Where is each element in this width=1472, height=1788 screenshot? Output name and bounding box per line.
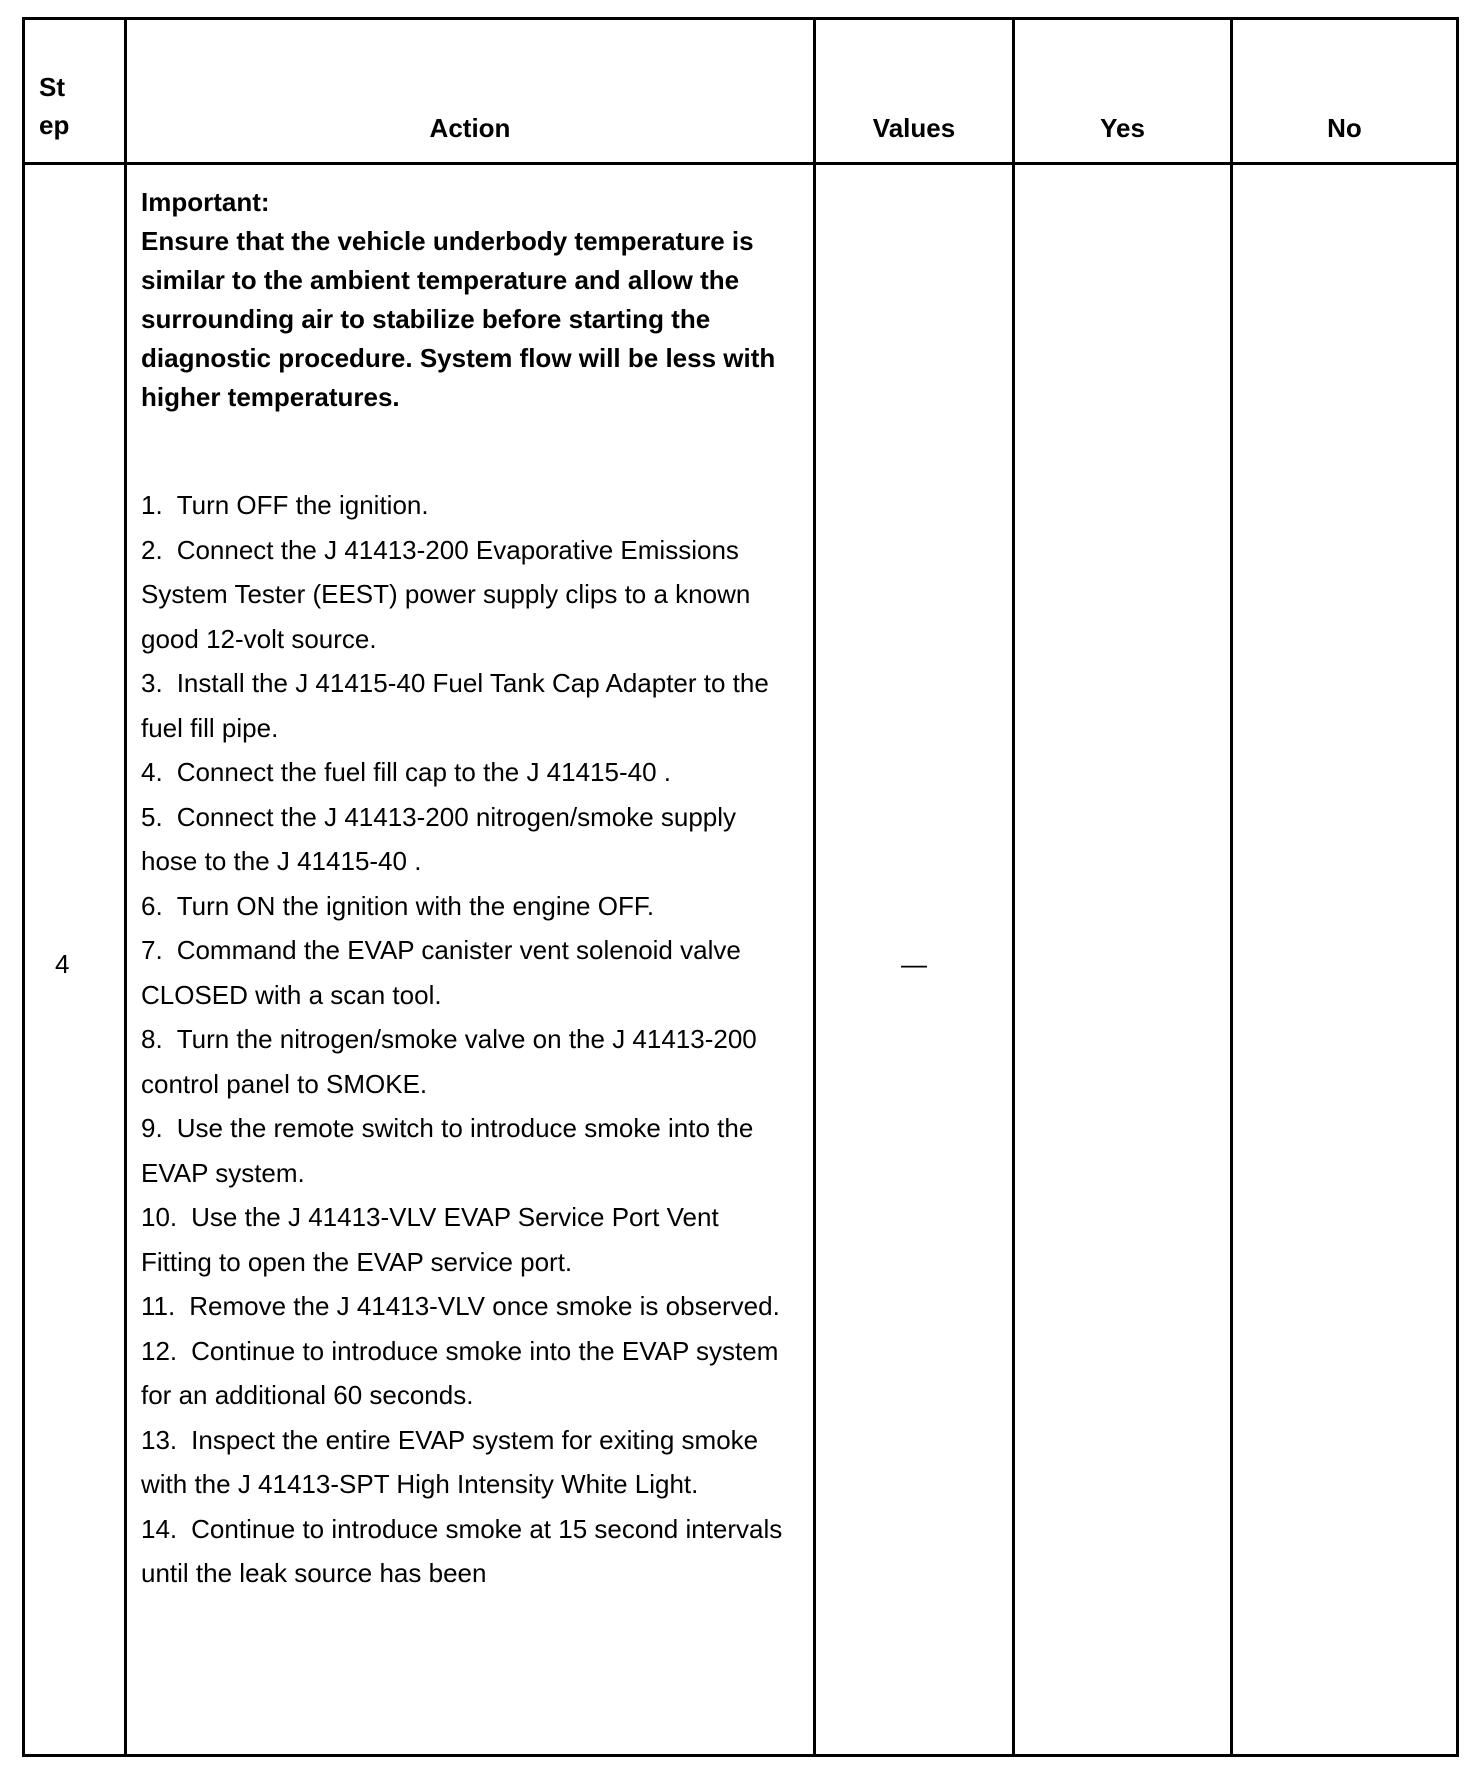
step-text: Use the remote switch to introduce smoke into the EVAP system.	[141, 1113, 754, 1188]
procedure-step	[141, 661, 793, 750]
step-text: Command the EVAP canister vent solenoid valve CLOSED with a scan tool.	[141, 935, 741, 1010]
step-index: 1.	[141, 490, 163, 520]
step-text: Use the J 41413-VLV EVAP Service Port Vent Fitting to open the EVAP service port.	[141, 1202, 719, 1277]
step-index: 3.	[141, 668, 163, 698]
table-row	[24, 164, 1458, 1756]
header-action: Action	[126, 19, 815, 164]
values-cell: —	[815, 164, 1014, 1756]
header-step-line2: ep	[39, 110, 70, 140]
step-text: Remove the J 41413-VLV once smoke is observed.	[189, 1291, 780, 1321]
procedure-step	[141, 528, 793, 662]
header-step-line1: St	[39, 72, 65, 102]
action-cell	[126, 164, 815, 1756]
step-text: Turn OFF the ignition.	[176, 490, 429, 520]
step-text: Install the J 41415-40 Fuel Tank Cap Adapter to the fuel fill pipe.	[141, 668, 769, 743]
step-text: Continue to introduce smoke into the EVAP system for an additional 60 seconds.	[141, 1335, 779, 1410]
procedure-step	[141, 1507, 793, 1596]
procedure-step	[141, 1418, 793, 1507]
step-text: Turn ON the ignition with the engine OFF.	[176, 890, 655, 921]
step-text: Continue to introduce smoke at 15 second intervals until the leak source has been	[141, 1513, 783, 1588]
step-index: 5.	[141, 801, 163, 832]
procedure-steps	[141, 483, 793, 1596]
important-label: Important:	[141, 187, 270, 217]
header-row	[24, 19, 1458, 164]
procedure-step	[141, 884, 793, 929]
diagnostic-table	[22, 17, 1459, 1757]
step-index: 8.	[141, 1024, 163, 1054]
yes-cell	[1014, 164, 1232, 1756]
step-index: 4.	[141, 757, 163, 787]
procedure-step	[141, 795, 793, 884]
no-cell	[1232, 164, 1458, 1756]
step-index: 2.	[141, 534, 163, 565]
step-text: Turn the nitrogen/smoke valve on the J 41413-200 control panel to SMOKE.	[141, 1024, 757, 1099]
procedure-step	[141, 928, 793, 1017]
header-step	[24, 19, 126, 164]
procedure-step	[141, 1329, 793, 1418]
step-index: 6.	[141, 890, 163, 921]
step-index: 7.	[141, 935, 163, 965]
step-index: 14.	[141, 1513, 178, 1544]
header-yes: Yes	[1014, 19, 1232, 164]
procedure-step	[141, 750, 793, 795]
procedure-step	[141, 1284, 793, 1329]
step-index: 9.	[141, 1113, 163, 1143]
header-no: No	[1232, 19, 1458, 164]
procedure-step	[141, 1195, 793, 1284]
procedure-step	[141, 483, 793, 528]
step-index: 11.	[141, 1291, 176, 1321]
step-text: Connect the J 41413-200 nitrogen/smoke supply hose to the J 41415-40 .	[141, 801, 737, 876]
procedure-step	[141, 1106, 793, 1195]
procedure-step	[141, 1017, 793, 1106]
step-index: 10.	[141, 1202, 178, 1232]
step-text: Connect the J 41413-200 Evaporative Emissions System Tester (EEST) power supply clips to a known good 12-volt source.	[141, 534, 751, 654]
step-index: 12.	[141, 1335, 178, 1366]
important-text: Ensure that the vehicle underbody temperature is similar to the ambient temperature and allow the surrounding air to stabilize before starting the diagnostic procedure. System flow will be less with higher temperatures.	[141, 226, 776, 412]
step-number: 4	[24, 164, 126, 1756]
header-values: Values	[815, 19, 1014, 164]
step-index: 13.	[141, 1424, 178, 1455]
step-text: Connect the fuel fill cap to the J 41415-40 .	[176, 757, 672, 787]
step-text: Inspect the entire EVAP system for exiting smoke with the J 41413-SPT High Intensity White Light.	[141, 1424, 759, 1499]
